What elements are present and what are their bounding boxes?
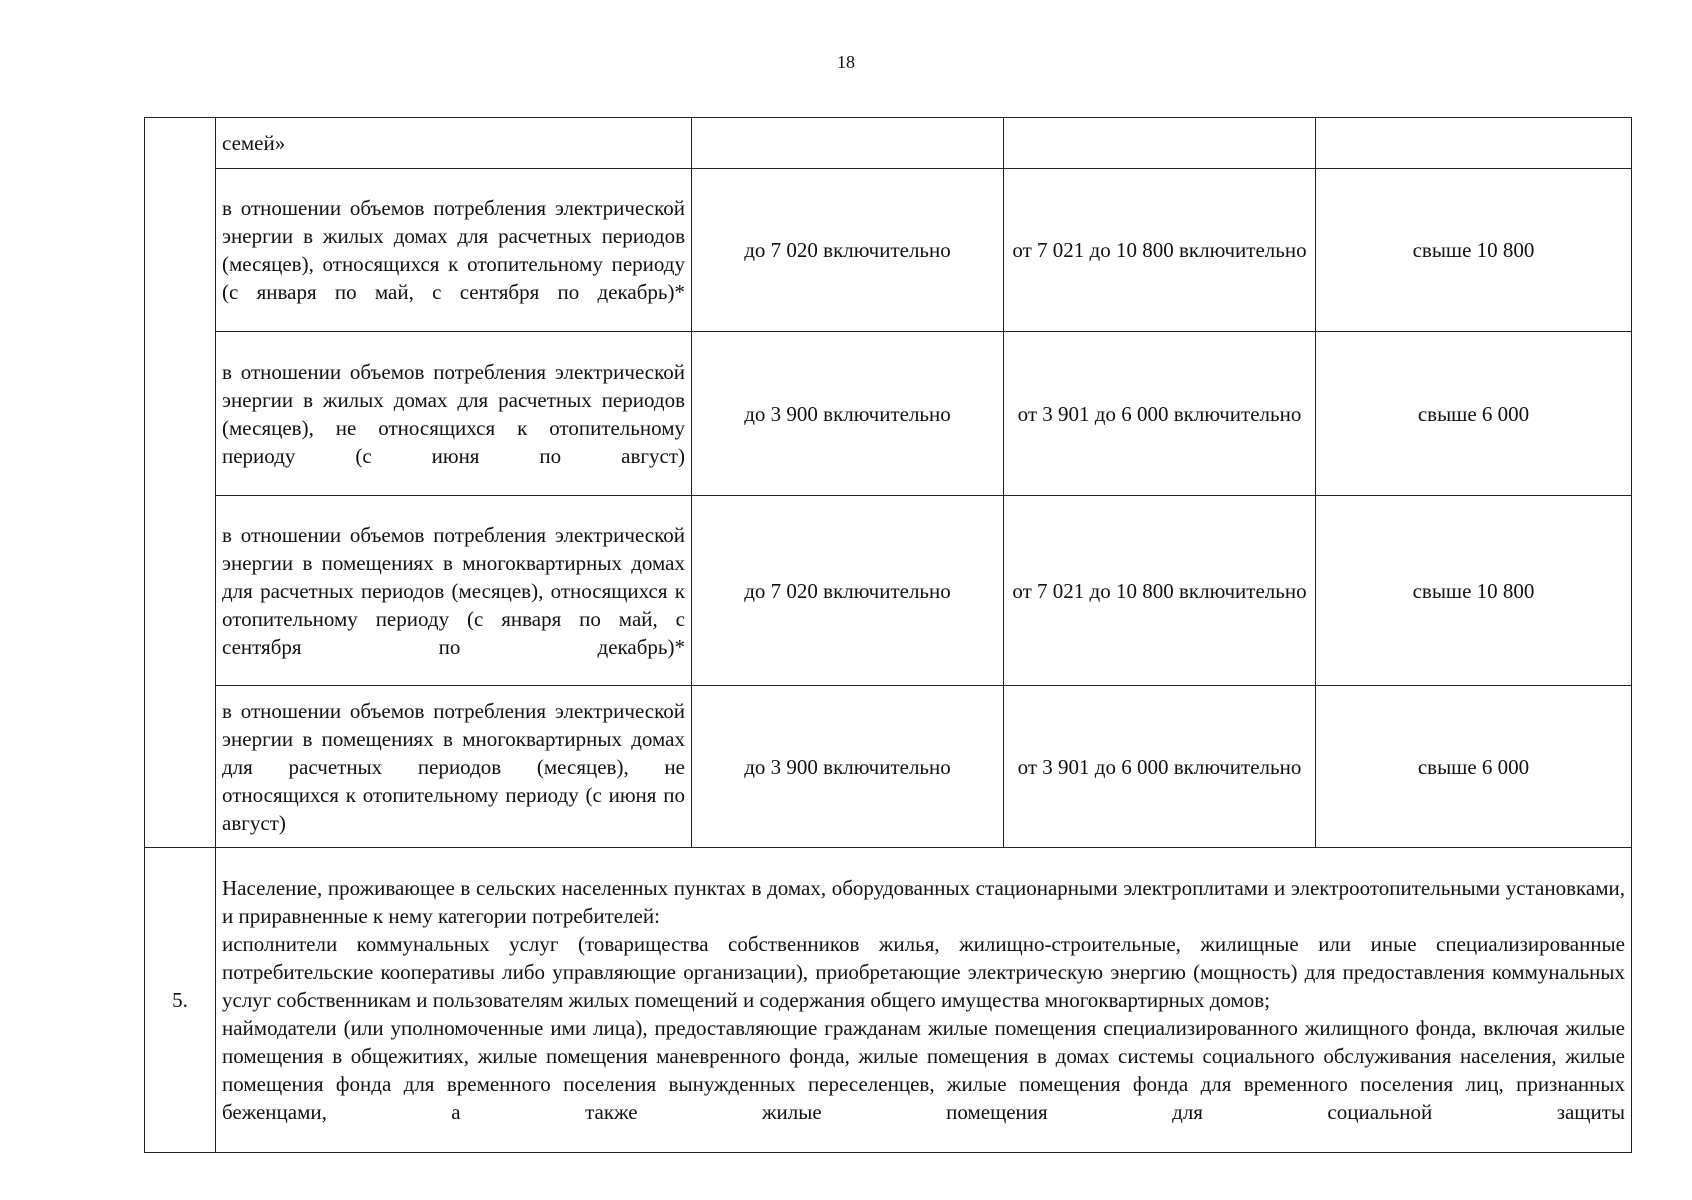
range-3-cell: свыше 6 000: [1316, 686, 1632, 848]
table-row: [145, 496, 1632, 686]
tariff-table: [144, 117, 1632, 1153]
page-number: 18: [837, 52, 855, 72]
section-5-paragraph: наймодатели (или уполномоченные ими лица), предоставляющие гражданам жилые помещения специализированного жилищного фонда, включая жилые помещения в общежитиях, жилые помещения маневренного фонда, жилые помещения в домах системы социального обслуживания населения, жилые помещения фонда для временного поселения вынужденных переселенцев, жилые помещения фонда для временного поселения лиц, признанных беженцами, а также жилые помещения для социальной защиты: [222, 1016, 1625, 1124]
row-description: [216, 496, 692, 686]
range-2-cell: от 3 901 до 6 000 включительно: [1004, 686, 1316, 848]
number-cell-empty: [145, 118, 216, 848]
table-row: [145, 686, 1632, 848]
table-row-continued: [145, 118, 1632, 169]
table-row: [145, 332, 1632, 496]
empty-cell: [692, 118, 1004, 169]
range-3-cell: свыше 10 800: [1316, 169, 1632, 332]
range-2-cell: от 7 021 до 10 800 включительно: [1004, 169, 1316, 332]
range-1-cell: до 3 900 включительно: [692, 686, 1004, 848]
range-1-cell: до 3 900 включительно: [692, 332, 1004, 496]
empty-cell: [1004, 118, 1316, 169]
range-1-cell: до 7 020 включительно: [692, 169, 1004, 332]
range-2-cell: от 7 021 до 10 800 включительно: [1004, 496, 1316, 686]
range-3-cell: свыше 6 000: [1316, 332, 1632, 496]
row-description: [216, 686, 692, 848]
range-2-cell: от 3 901 до 6 000 включительно: [1004, 332, 1316, 496]
empty-cell: [1316, 118, 1632, 169]
section-5-paragraph: Население, проживающее в сельских населенных пунктах в домах, оборудованных стационарными электроплитами и электроотопительными установками, и приравненные к нему категории потребителей:: [222, 876, 1625, 928]
range-1-cell: до 7 020 включительно: [692, 496, 1004, 686]
row-description-text: в отношении объемов потребления электрической энергии в жилых домах для расчетных периодов (месяцев), относящихся к отопительному периоду (с января по май, с сентября по декабрь)*: [222, 196, 685, 304]
section-5-text: [216, 848, 1632, 1153]
row-description-text: в отношении объемов потребления электрической энергии в жилых домах для расчетных периодов (месяцев), не относящихся к отопительному периоду (с июня по август): [222, 359, 685, 468]
continued-text-cell: семей»: [216, 118, 692, 169]
row-description-text: в отношении объемов потребления электрической энергии в помещениях в многоквартирных домах для расчетных периодов (месяцев), не относящихся к отопительному периоду (с июня по август): [222, 698, 685, 835]
section-5-row: [145, 848, 1632, 1153]
row-description: [216, 332, 692, 496]
table-row: [145, 169, 1632, 332]
range-3-cell: свыше 10 800: [1316, 496, 1632, 686]
section-5-paragraph: исполнители коммунальных услуг (товарищества собственников жилья, жилищно-строительные, жилищные или иные специализированные потребительские кооперативы либо управляющие организации), приобретающие электрическую энергию (мощность) для предоставления коммунальных услуг собственникам и пользователям жилых помещений и содержания общего имущества многоквартирных домов;: [222, 932, 1625, 1012]
row-description-text: в отношении объемов потребления электрической энергии в помещениях в многоквартирных домах для расчетных периодов (месяцев), относящихся к отопительному периоду (с января по май, с сентября по декабрь)*: [222, 522, 685, 659]
section-number: 5.: [145, 848, 216, 1153]
row-description: [216, 169, 692, 332]
